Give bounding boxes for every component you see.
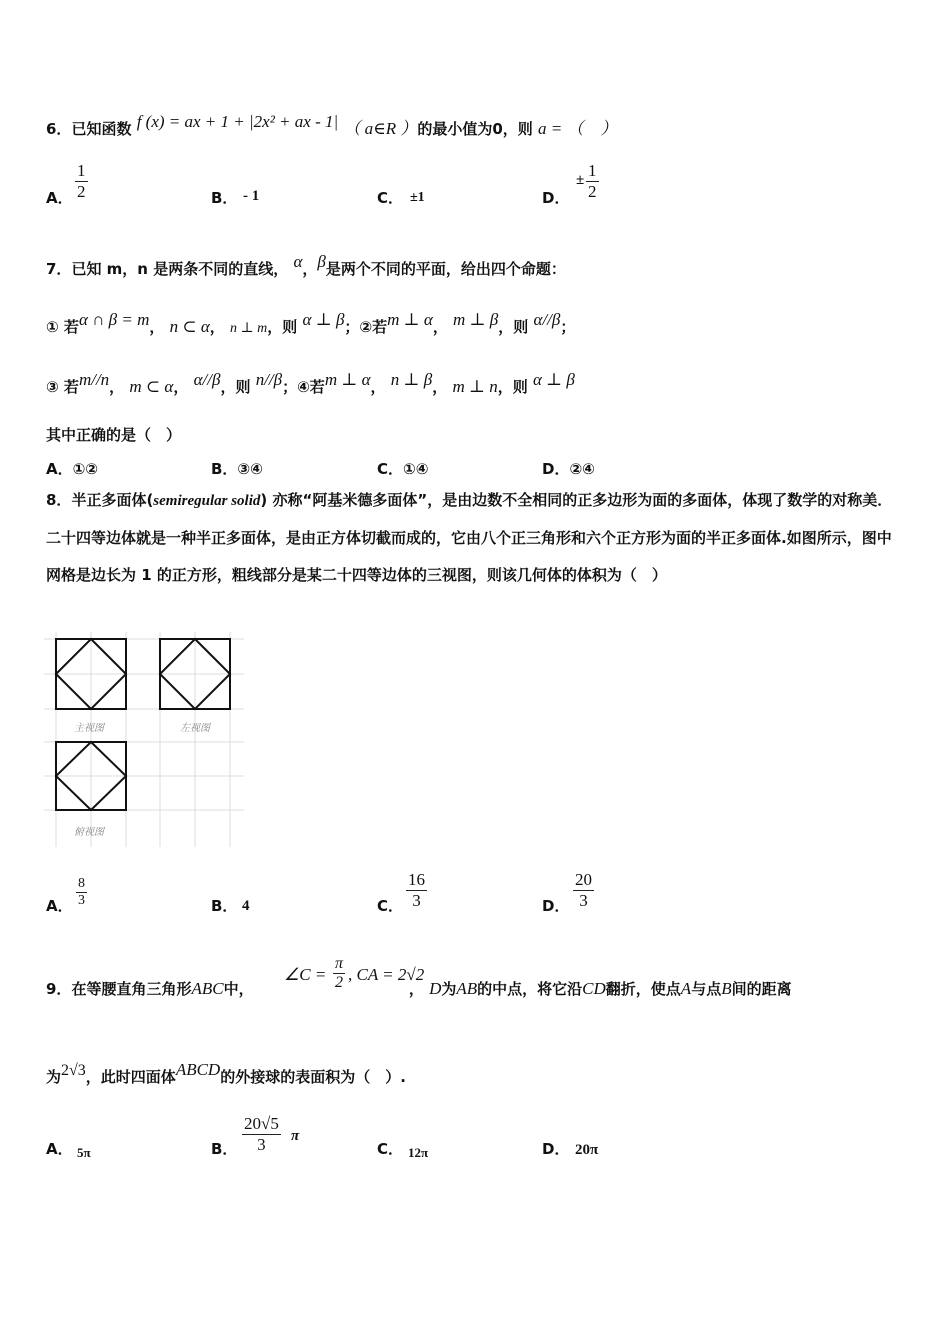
q8-option-c-numerator: 16 [408,870,425,889]
q7-p1-c1: α ∩ β = m [78,310,150,329]
q9-condition [284,965,326,985]
q9-text-2: 中， [223,980,254,998]
q9-stem-line-2 [46,1060,406,1087]
q6-option-c-value: ±1 [410,190,425,205]
q8-option-b-label: B． [211,897,238,915]
q9-angle-denominator: 2 [335,974,343,991]
q7-p1-c3: n ⊥ m [230,321,268,336]
q7-p2-result: α//β [533,310,561,329]
q9-text-8: 间的距离 [731,980,792,998]
q9-text-9: 为 [46,1068,62,1086]
q9-option-d-value: 20π [575,1142,599,1158]
q8-option-a-denominator: 3 [78,893,85,908]
q8-option-d-denominator: 3 [579,891,588,910]
q7-number: 7． [46,260,72,278]
q9-option-b-numerator: 20√5 [244,1114,279,1133]
q8-option-c-denominator: 3 [412,891,421,910]
q9-option-b-label: B． [211,1140,238,1158]
q9-text-4: 为 [441,980,457,998]
q7-p3-then: ，则 [220,378,251,396]
q6-function: f (x) = ax + 1 + |2x² + ax - 1| [136,112,339,131]
q9-abc: ABC [191,979,224,998]
q6-option-a-label: A． [46,189,73,207]
q7-beta: β [317,252,326,271]
q6-option-c-label: C． [377,189,404,207]
q8-text-2: ) 亦称“阿基米德多面体”，是由边数不全相同的正多边形为面的多面体，体现了数学的对称美．二十四等边体就是一种半正多面体，是由正方体切截而成的，它由八个正三角形和六个正方形为面的半正多面体.如图所示，图中网格是边长为 1 的正方形，粗线部分是某二十四等边体的三视图，则该几何体的体积为（ ） [46,491,893,584]
q6-stem [46,114,618,139]
q7-p2-mark: ；②若 [344,318,388,336]
q7-question: 其中正确的是（ ） [46,426,182,444]
q7-propositions-1-2: ① 若α ∩ β = m， n ⊂ α， n ⊥ m，则 α ⊥ β；②若m ⊥ α， m ⊥ β，则 α//β； [46,310,576,336]
q9-option-c-label: C． [377,1140,404,1158]
q9-text-10: ，此时四面体 [85,1068,176,1086]
q9-option-b-pi: π [291,1128,300,1144]
q7-p4-c2: n ⊥ β [390,370,433,389]
q9-angle: ∠C = [284,965,327,984]
q7-p3-mark: ③ 若 [46,378,79,396]
q9-option-b-denominator: 3 [257,1135,266,1154]
q9-number: 9． [46,980,72,998]
q7-option-d: D．②④ [542,460,595,478]
q6-option-b-label: B． [211,189,238,207]
q6-number: 6． [46,120,72,138]
q8-option-c-fraction [406,870,427,911]
q8-option-c-label: C． [377,897,404,915]
q9-cd: CD [582,979,606,998]
q9-text-7: 与点 [691,980,722,998]
q7-p3-result: n//β [255,370,283,389]
q6-condition: （ a∈R ） [343,119,418,138]
q8-option-d-label: D． [542,897,570,915]
q8-option-d-numerator: 20 [575,870,592,889]
q9-d: D [429,979,442,998]
q8-caption-side: 左视图 [180,723,210,734]
q9-distance: 2√3 [61,1062,86,1079]
q7-p4-c3: m ⊥ n [452,377,498,396]
q7-p2-end: ； [560,318,576,336]
q9-angle-fraction [333,955,345,992]
q6-option-a-denominator: 2 [77,182,86,201]
q7-alpha: α [293,252,303,271]
q7-p4-then: ，则 [497,378,528,396]
q7-stem-text: 已知 m，n 是两条不同的直线， [71,260,289,278]
q9-a: A [680,979,692,998]
q9-abcd: ABCD [175,1060,221,1079]
q6-option-d-numerator: 1 [588,161,597,180]
q9-text-3: ， [408,980,424,998]
q7-stem [46,252,566,279]
q6-option-a-numerator: 1 [77,161,86,180]
q9-text-11: 的外接球的表面积为（ ）. [220,1068,406,1086]
q7-p2-c2: m ⊥ β [453,310,499,329]
q7-p3-c3: α//β [193,370,221,389]
q6-option-d-fraction [586,161,599,202]
q6-stem-text-1: 已知函数 [71,120,132,138]
q8-number: 8． [46,491,72,509]
q8-option-b-value: 4 [242,898,250,914]
q7-p4-result: α ⊥ β [532,370,575,389]
q9-option-c-value: 12π [408,1145,429,1160]
q7-p1-mark: ① 若 [46,318,79,336]
q7-p1-result: α ⊥ β [302,310,345,329]
q7-p3-c2: m ⊂ α [129,377,174,396]
q9-text-1: 在等腰直角三角形 [71,980,192,998]
q6-option-d-sign: ± [576,172,585,188]
q7-p2-then: ，则 [498,318,529,336]
q8-stem [46,482,906,594]
q8-grid [44,632,244,847]
q7-propositions-3-4: ③ 若m//n， m ⊂ α， α//β，则 n//β；④若m ⊥ α， n ⊥ β， m ⊥ n，则 α ⊥ β [46,370,575,396]
q8-text-italic: semiregular solid [153,493,261,509]
q6-stem-text-2: 的最小值为0，则 [417,120,533,138]
q9-ca: , CA = 2√2 [348,965,425,984]
q9-option-a-value: 5π [77,1145,91,1160]
q9-angle-numerator: π [335,955,344,972]
q6-variable: a = （ ） [538,119,618,138]
q8-caption-top: 俯视图 [74,827,104,838]
q9-b: B [721,979,732,998]
q8-option-a-numerator: 8 [78,876,85,891]
q8-option-a-label: A． [46,897,73,915]
q7-option-b: B．③④ [211,460,263,478]
q7-p4-mark: ；④若 [282,378,325,396]
q6-option-d-label: D． [542,189,570,207]
q7-p1-c2: n ⊂ α [169,317,210,336]
q7-p3-c1: m//n [78,370,110,389]
q9-option-d-label: D． [542,1140,570,1158]
q9-text-6: 翻折，使点 [605,980,681,998]
q8-option-d-fraction [573,870,594,911]
q7-p4-c1: m ⊥ α [324,370,371,389]
q6-option-b-value: - 1 [243,188,260,204]
q8-three-view-figure [44,632,244,847]
q8-caption-front: 主视图 [74,723,104,734]
q9-ab: AB [456,979,478,998]
q7-p1-then: ，则 [267,318,298,336]
q8-option-a-fraction [76,876,87,909]
q7-p2-c1: m ⊥ α [387,310,433,329]
q6-option-a-fraction [75,161,88,202]
q7-stem-text-2: 是两个不同的平面，给出四个命题： [325,260,566,278]
q9-option-b-fraction [242,1114,281,1155]
q9-option-a-label: A． [46,1140,73,1158]
q7-option-c: C．①④ [377,460,429,478]
q7-comma: ， [302,260,318,278]
q8-text-1: 半正多面体( [71,491,154,509]
q9-text-5: 的中点，将它沿 [477,980,583,998]
q7-option-a: A．①② [46,460,99,478]
q6-option-d-denominator: 2 [588,182,597,201]
